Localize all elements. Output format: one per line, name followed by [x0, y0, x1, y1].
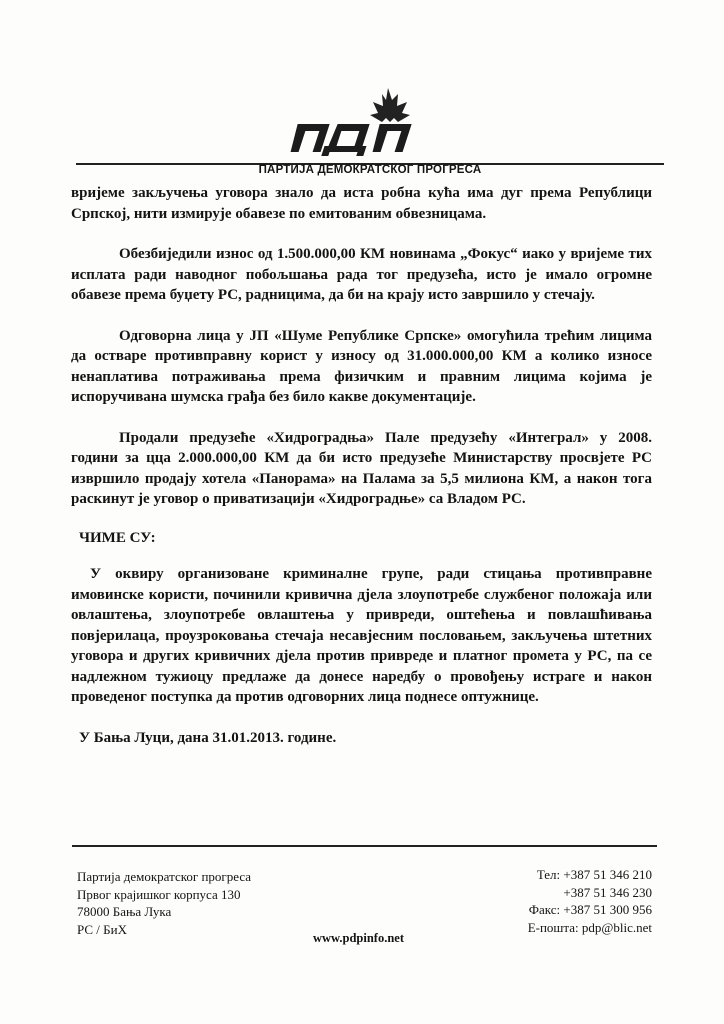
paragraph-1: вријеме закључења уговора знало да иста робна кућа има дуг према Републици Српској, нити измирује обавезе по емитованим обвезницама.: [71, 185, 652, 222]
pdp-logo: [280, 86, 450, 156]
email-line: Е-пошта: pdp@blic.net: [527, 919, 652, 935]
footer-address: [77, 868, 251, 938]
address-line: Партија демократског прогреса: [77, 869, 252, 884]
phone-line: Тел: +387 51 346 210: [536, 867, 652, 882]
address-line: Првог крајишког корпуса 130: [77, 886, 241, 902]
paragraph-5: У оквиру организоване криминалне групе, ради стицања противправне имовинске користи, починили кривична дјела злоупотребе службеног положаја или овлаштења, злоупотребе овлаштења у привреди, оштећења и повлашћивања повјерилаца, проузроковања стечаја несавјесним пословањем, закључења штетних уговора и других кривичних дјела против привреде и платног промета у РС, па се надлежном тужиоцу предлаже да донесе наредбу о провођењу истраге и након проведеног поступка да против одговорних лица поднесе оптужнице.: [71, 566, 652, 705]
footer-divider: [72, 845, 657, 847]
fax-line: Факс: +387 51 300 956: [528, 902, 652, 917]
phone-line: +387 51 346 230: [563, 884, 652, 900]
website-link[interactable]: www.pdpinfo.net: [313, 931, 404, 945]
address-line: 78000 Бања Лука: [77, 904, 172, 919]
document-body: [71, 183, 652, 748]
section-heading: ЧИМЕ СУ:: [79, 529, 156, 546]
signoff-line: У Бањa Луци, дана 31.01.2013. године.: [79, 729, 337, 746]
maple-leaf-icon: [370, 88, 410, 122]
party-name-heading: ПАРТИЈА ДЕМОКРАТСКОГ ПРОГРЕСА: [258, 164, 482, 176]
footer-contacts: [528, 866, 652, 936]
svg-text:ПДП: ПДП: [365, 136, 368, 137]
paragraph-4: Продали предузеће «Хидроградња» Пале предузећу «Интеграл» у 2008. години за цца 2.000.000,00 КМ да би исто предузеће Министарству просвјете РС извршило продају хотела «Панорама» на Палама за 5,5 милиона КМ, а након тога раскинут је уговор о приватизацији «Хидроградње» са Владом РС.: [71, 429, 652, 507]
paragraph-3: Одговорна лица у ЈП «Шуме Републике Српске» омогућила трећим лицима да остваре противправну корист у износу од 31.000.000,00 КМ а колико износе ненаплатива потраживања према физичким и правним лицима којима је испоручивана шумска грађа без било какве документације.: [71, 327, 652, 405]
address-line: РС / БиХ: [77, 921, 127, 937]
paragraph-2: Обезбиједили износ од 1.500.000,00 КМ новинама „Фокус“ иако у вријеме тих исплата ради наводног побољшања рада тог предузећа, исто је имало огромне обавезе према буџету РС, радницима, да би на крају исто завршило у стечају.: [71, 246, 652, 303]
